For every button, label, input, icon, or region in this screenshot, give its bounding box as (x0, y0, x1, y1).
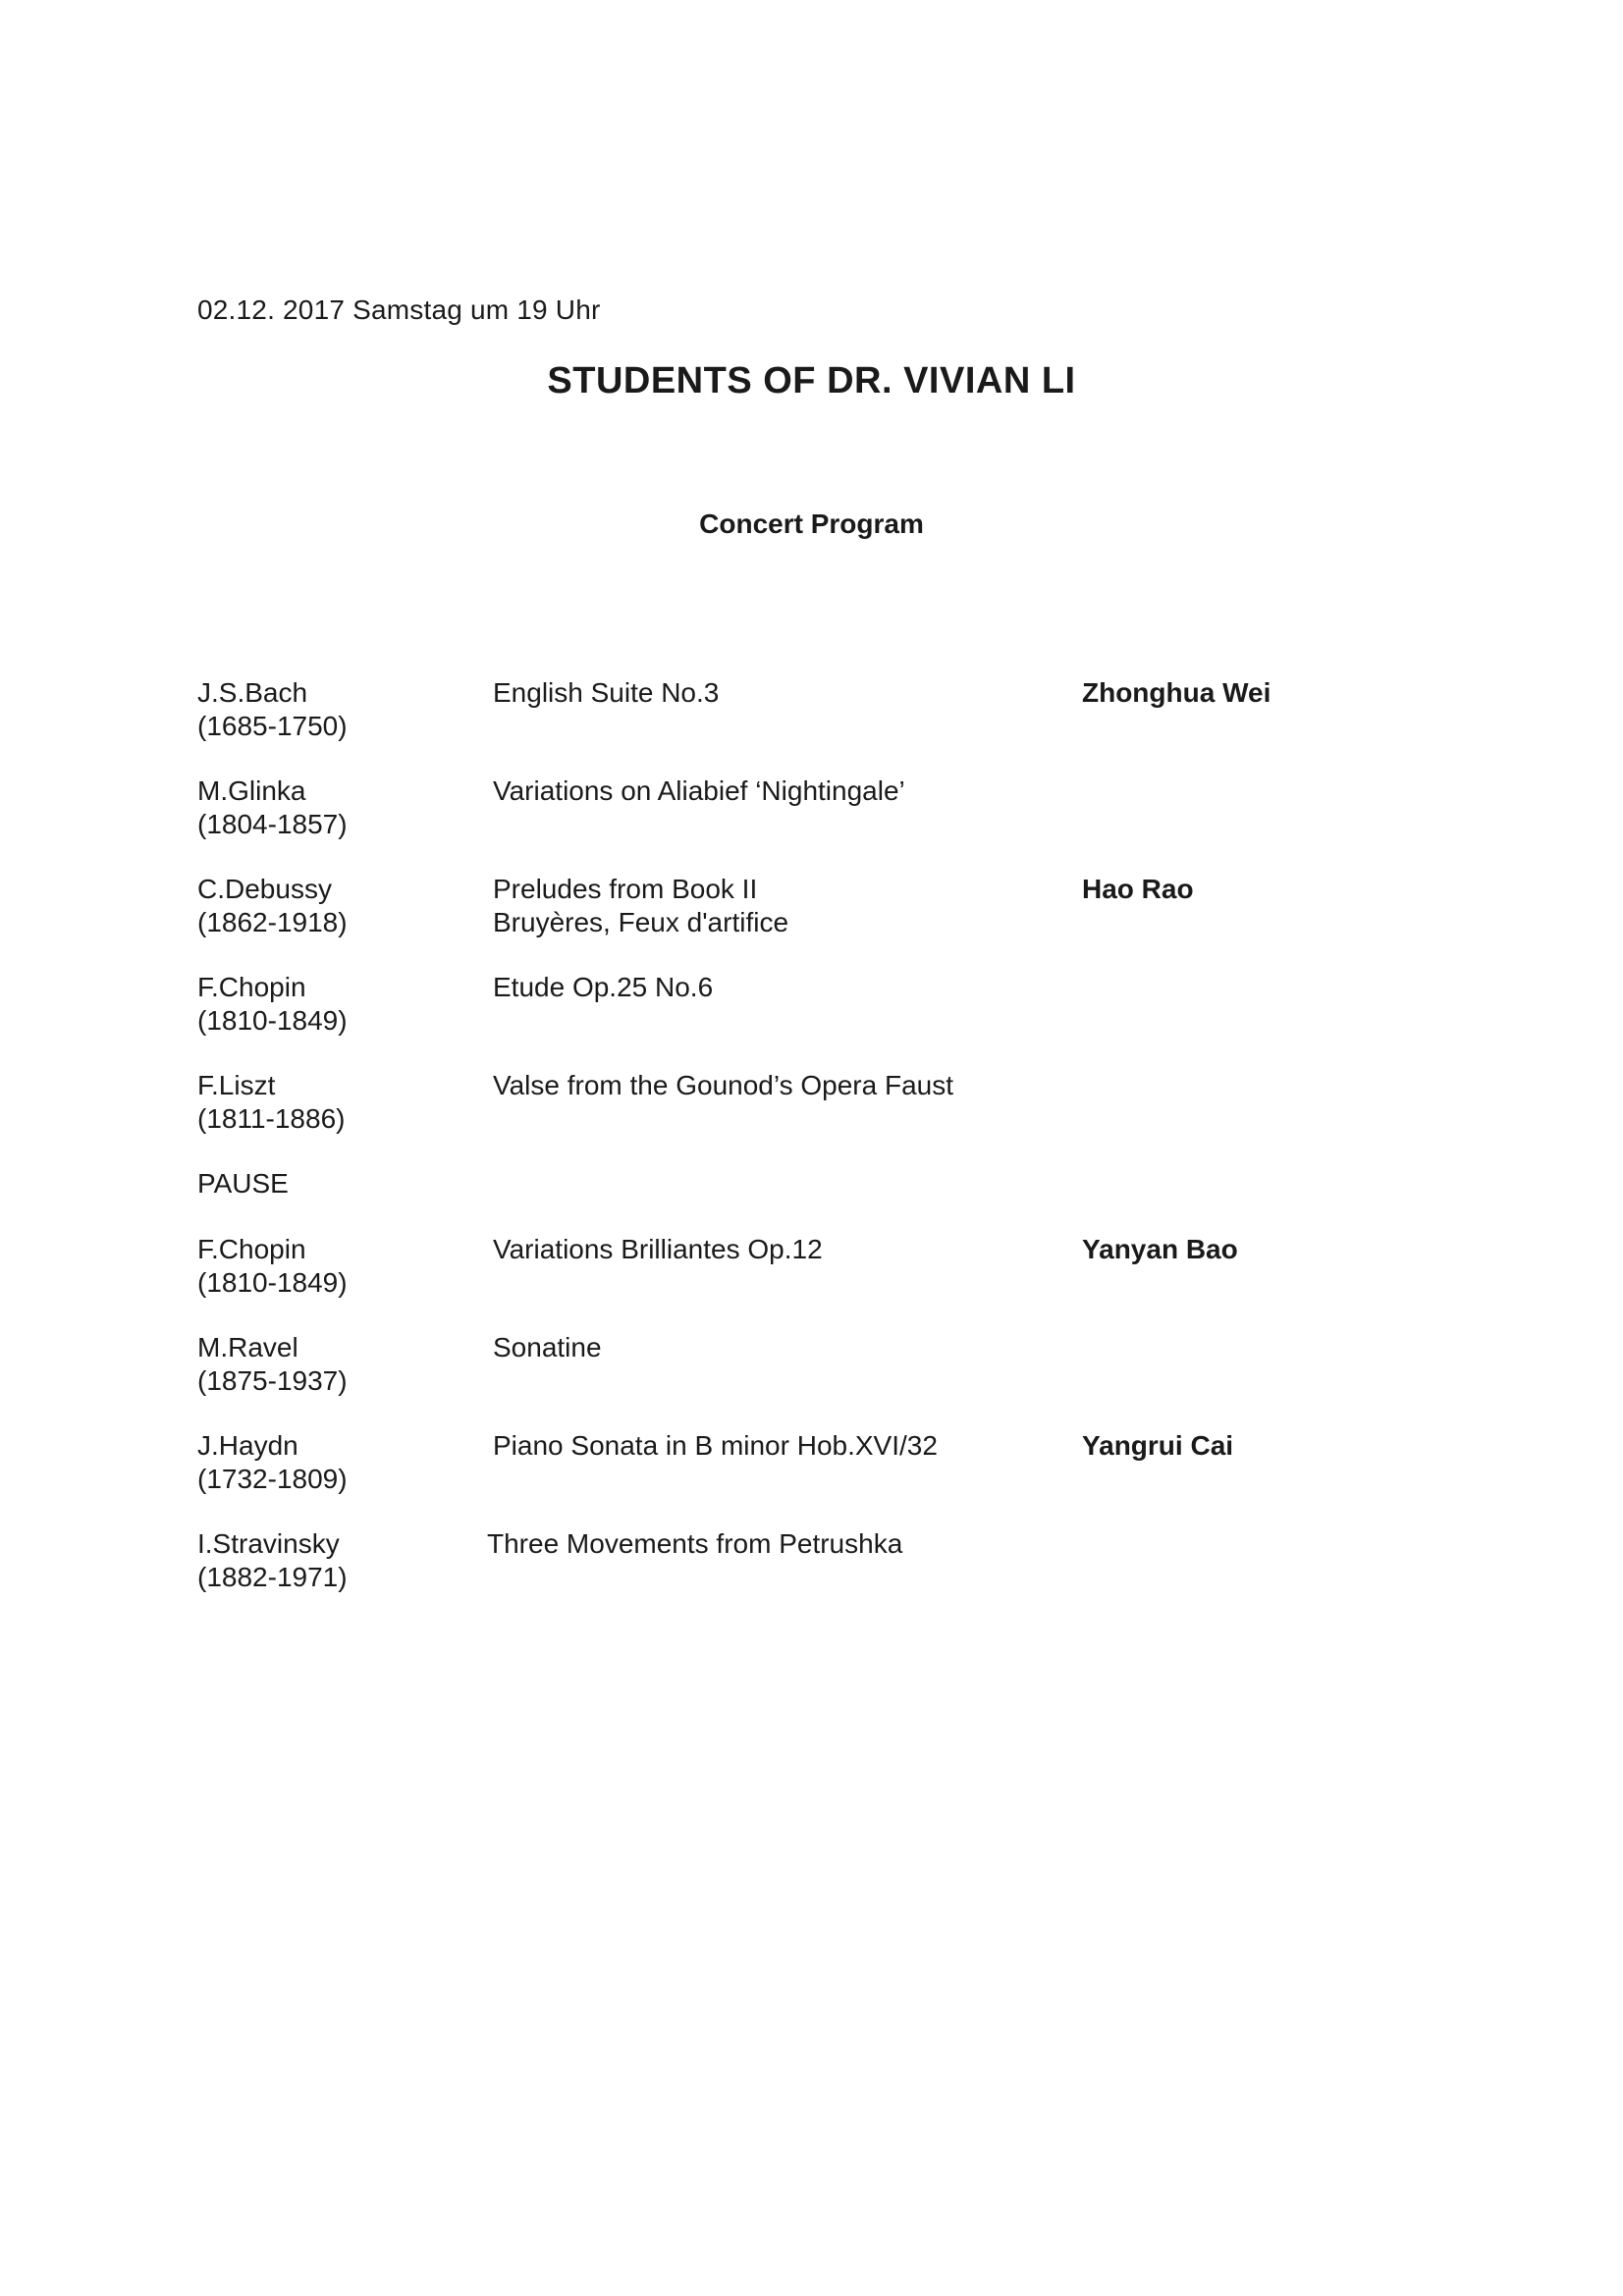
composer-name: J.S.Bach (197, 677, 308, 708)
composer-cell (197, 1429, 482, 1496)
composer-name: F.Chopin (197, 1234, 306, 1264)
composer-name: M.Glinka (197, 775, 306, 806)
page-title: STUDENTS OF DR. VIVIAN LI (547, 360, 1076, 401)
program-row (197, 676, 1425, 774)
composer-name: M.Ravel (197, 1332, 298, 1362)
performer-name: Yangrui Cai (1082, 1430, 1234, 1461)
work-cell (493, 1429, 1072, 1463)
work-cell (493, 873, 1072, 939)
work-title: Valse from the Gounod’s Opera Faust (493, 1070, 953, 1100)
page-subtitle: Concert Program (699, 508, 924, 539)
program-row (197, 1233, 1425, 1331)
composer-cell (197, 1331, 482, 1398)
work-title: English Suite No.3 (493, 677, 720, 708)
program-row (197, 1069, 1425, 1167)
work-subtitle: Bruyères, Feux d'artifice (493, 907, 789, 937)
intermission-label: PAUSE (197, 1168, 289, 1199)
composer-years: (1732-1809) (197, 1464, 348, 1494)
composer-years: (1810-1849) (197, 1005, 348, 1036)
composer-cell (197, 1069, 482, 1136)
composer-years: (1685-1750) (197, 711, 348, 741)
composer-years: (1875-1937) (197, 1365, 348, 1396)
work-title: Preludes from Book II (493, 874, 758, 904)
work-cell (493, 1331, 1072, 1364)
composer-name: F.Chopin (197, 972, 306, 1002)
work-title: Piano Sonata in B minor Hob.XVI/32 (493, 1430, 938, 1461)
work-cell (493, 676, 1072, 710)
program-row (197, 1331, 1425, 1429)
work-title: Sonatine (493, 1332, 602, 1362)
work-cell (493, 774, 1072, 808)
concert-date: 02.12. 2017 Samstag um 19 Uhr (197, 294, 601, 325)
program-list (197, 676, 1425, 1626)
intermission-row (197, 1167, 1425, 1233)
composer-name: J.Haydn (197, 1430, 298, 1461)
work-title: Three Movements from Petrushka (487, 1528, 903, 1559)
composer-name: C.Debussy (197, 874, 332, 904)
performer-name: Hao Rao (1082, 874, 1194, 904)
composer-cell (197, 1527, 482, 1594)
composer-years: (1882-1971) (197, 1562, 348, 1592)
program-row (197, 1429, 1425, 1527)
program-row (197, 774, 1425, 873)
work-title: Variations Brilliantes Op.12 (493, 1234, 823, 1264)
work-title: Etude Op.25 No.6 (493, 972, 714, 1002)
composer-cell (197, 676, 482, 743)
composer-years: (1804-1857) (197, 809, 348, 839)
composer-years: (1810-1849) (197, 1267, 348, 1298)
composer-name: I.Stravinsky (197, 1528, 340, 1559)
program-row (197, 1527, 1425, 1626)
composer-cell (197, 1233, 482, 1300)
performer-name: Zhonghua Wei (1082, 677, 1271, 708)
work-title: Variations on Aliabief ‘Nightingale’ (493, 775, 905, 806)
composer-cell (197, 774, 482, 841)
composer-cell (197, 873, 482, 939)
composer-name: F.Liszt (197, 1070, 276, 1100)
composer-years: (1862-1918) (197, 907, 348, 937)
composer-years: (1811-1886) (197, 1103, 346, 1134)
work-cell (493, 1233, 1072, 1266)
work-cell (493, 971, 1072, 1004)
work-cell (487, 1527, 1066, 1561)
performer-name: Yanyan Bao (1082, 1234, 1238, 1264)
work-cell (493, 1069, 1072, 1102)
composer-cell (197, 971, 482, 1038)
program-row (197, 971, 1425, 1069)
program-row (197, 873, 1425, 971)
